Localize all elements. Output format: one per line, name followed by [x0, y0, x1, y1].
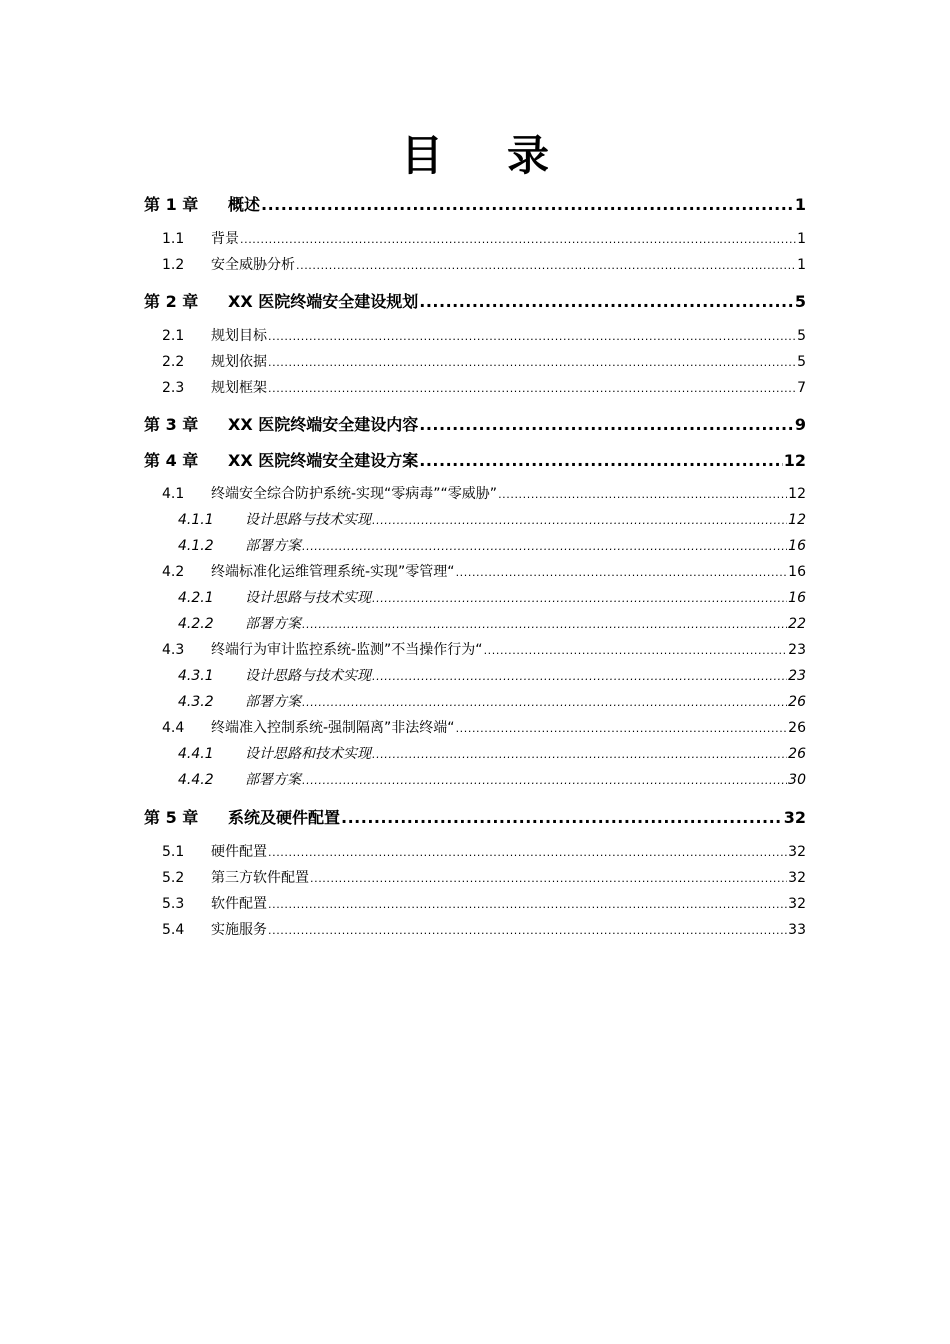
toc-page-number: 23	[788, 668, 806, 684]
toc-entry[interactable]	[178, 691, 806, 711]
toc-dot-leader	[341, 808, 783, 827]
toc-dot-leader	[456, 722, 788, 735]
toc-entry-title[interactable]: 规划框架	[211, 380, 267, 396]
toc-entry-title[interactable]: 设计思路与技术实现	[245, 590, 371, 606]
toc-page-number: 23	[788, 642, 806, 658]
toc-entry[interactable]	[178, 535, 806, 555]
toc-page-number: 12	[788, 512, 806, 528]
toc-entry[interactable]	[144, 412, 806, 435]
toc-entry-title[interactable]: 实施服务	[211, 922, 267, 938]
toc-entry[interactable]	[162, 254, 806, 274]
toc-entry-title[interactable]: 第三方软件配置	[211, 870, 309, 886]
toc-entry[interactable]	[162, 351, 806, 371]
toc-page-number: 12	[788, 486, 806, 502]
toc-page-number: 26	[788, 720, 806, 736]
toc-entry-title[interactable]: 终端安全综合防护系统-实现“零病毒”“零威胁”	[211, 486, 498, 502]
toc-page-number: 26	[788, 746, 806, 762]
toc-entry-title[interactable]: 规划依据	[211, 354, 267, 370]
toc-entry-title[interactable]: 软件配置	[211, 896, 267, 912]
toc-page-number: 32	[788, 896, 806, 912]
toc-entry[interactable]	[162, 639, 806, 659]
toc-dot-leader	[302, 618, 787, 631]
toc-dot-leader	[268, 898, 787, 911]
page-title	[0, 128, 950, 184]
toc-entry-number: 5.3	[162, 896, 185, 912]
toc-page-number: 32	[783, 808, 806, 827]
toc-page-number: 12	[783, 451, 806, 470]
toc-entry[interactable]	[162, 561, 806, 581]
toc-entry[interactable]	[178, 613, 806, 633]
toc-entry-title[interactable]: 终端准入控制系统-强制隔离”非法终端“	[211, 720, 455, 736]
toc-entry-title[interactable]: 部署方案	[245, 694, 301, 710]
title-char-2: 录	[507, 131, 550, 180]
toc-page-number: 33	[788, 922, 806, 938]
toc-entry-number: 4.3.2	[178, 694, 214, 710]
toc-entry[interactable]	[162, 325, 806, 345]
toc-dot-leader	[310, 872, 787, 885]
toc-dot-leader	[484, 644, 788, 657]
toc-entry-number: 第 3 章	[144, 415, 199, 434]
toc-page-number: 7	[797, 380, 806, 396]
toc-entry-number: 4.2	[162, 564, 185, 580]
toc-entry[interactable]	[144, 192, 806, 215]
toc-entry-number: 4.4.1	[178, 746, 214, 762]
toc-entry-title[interactable]: 概述	[228, 195, 261, 214]
toc-entry[interactable]	[162, 919, 806, 939]
toc-entry-number: 4.4.2	[178, 772, 214, 788]
toc-page-number: 32	[788, 844, 806, 860]
toc-entry-title[interactable]: XX 医院终端安全建设规划	[228, 292, 419, 311]
toc-entry-title[interactable]: XX 医院终端安全建设内容	[228, 415, 419, 434]
toc-entry-number: 2.3	[162, 380, 185, 396]
toc-page-number: 16	[788, 538, 806, 554]
toc-entry-number: 1.2	[162, 257, 185, 273]
toc-entry-number: 4.1	[162, 486, 185, 502]
toc-entry-number: 4.3	[162, 642, 185, 658]
toc-page-number: 1	[794, 195, 806, 214]
toc-entry-title[interactable]: 设计思路与技术实现	[245, 512, 371, 528]
toc-entry[interactable]	[178, 769, 806, 789]
toc-entry-title[interactable]: 硬件配置	[211, 844, 267, 860]
toc-entry[interactable]	[162, 717, 806, 737]
toc-entry-title[interactable]: 部署方案	[245, 772, 301, 788]
toc-page-number: 1	[797, 231, 806, 247]
toc-entry-number: 第 2 章	[144, 292, 199, 311]
toc-entry[interactable]	[144, 289, 806, 312]
toc-entry-number: 5.4	[162, 922, 185, 938]
toc-entry[interactable]	[162, 867, 806, 887]
toc-page-number: 32	[788, 870, 806, 886]
toc-entry[interactable]	[178, 665, 806, 685]
toc-entry-number: 2.2	[162, 354, 185, 370]
toc-dot-leader	[372, 670, 787, 683]
toc-entry-number: 第 1 章	[144, 195, 199, 214]
toc-entry[interactable]	[144, 805, 806, 828]
toc-dot-leader	[372, 592, 787, 605]
toc-entry[interactable]	[162, 377, 806, 397]
toc-entry-title[interactable]: 设计思路和技术实现	[245, 746, 371, 762]
toc-page-number: 5	[797, 328, 806, 344]
toc-dot-leader	[302, 540, 787, 553]
toc-dot-leader	[261, 195, 794, 214]
toc-entry-title[interactable]: 安全威胁分析	[211, 257, 295, 273]
toc-entry-number: 4.1.1	[178, 512, 214, 528]
toc-entry-number: 4.2.1	[178, 590, 214, 606]
toc-entry-number: 第 4 章	[144, 451, 199, 470]
toc-entry-number: 1.1	[162, 231, 185, 247]
toc-dot-leader	[302, 774, 787, 787]
toc-entry[interactable]	[162, 893, 806, 913]
toc-dot-leader	[240, 233, 796, 246]
toc-page-number: 5	[797, 354, 806, 370]
toc-dot-leader	[419, 451, 782, 470]
title-char-1: 目	[400, 131, 443, 180]
toc-dot-leader	[372, 514, 787, 527]
toc-page-number: 1	[797, 257, 806, 273]
toc-entry-title[interactable]: XX 医院终端安全建设方案	[228, 451, 419, 470]
toc-entry-title[interactable]: 部署方案	[245, 538, 301, 554]
toc-entry-title[interactable]: 设计思路与技术实现	[245, 668, 371, 684]
toc-entry-number: 4.2.2	[178, 616, 214, 632]
toc-entry-number: 4.4	[162, 720, 185, 736]
toc-entry[interactable]	[162, 483, 806, 503]
toc-entry-number: 4.1.2	[178, 538, 214, 554]
toc-dot-leader	[268, 330, 796, 343]
toc-entry[interactable]	[178, 509, 806, 529]
toc-entry-title[interactable]: 规划目标	[211, 328, 267, 344]
toc-page-number: 16	[788, 590, 806, 606]
toc-entry-title[interactable]: 部署方案	[245, 616, 301, 632]
toc-dot-leader	[419, 415, 794, 434]
toc-entry-number: 4.3.1	[178, 668, 214, 684]
toc-entry[interactable]	[178, 743, 806, 763]
toc-dot-leader	[268, 846, 787, 859]
toc-entry-number: 5.1	[162, 844, 185, 860]
toc-dot-leader	[498, 488, 787, 501]
toc-entry[interactable]	[144, 448, 806, 471]
toc-dot-leader	[302, 696, 787, 709]
toc-entry-number: 5.2	[162, 870, 185, 886]
toc-dot-leader	[419, 292, 794, 311]
toc-entry[interactable]	[178, 587, 806, 607]
toc-dot-leader	[268, 924, 787, 937]
toc-entry-title[interactable]: 系统及硬件配置	[228, 808, 341, 827]
toc-entry-title[interactable]: 终端行为审计监控系统-监测”不当操作行为“	[211, 642, 483, 658]
toc-page-number: 16	[788, 564, 806, 580]
toc-entry[interactable]	[162, 228, 806, 248]
toc-page-number: 30	[788, 772, 806, 788]
toc-page-number: 9	[794, 415, 806, 434]
toc-entry-number: 2.1	[162, 328, 185, 344]
toc-page-number: 5	[794, 292, 806, 311]
toc-dot-leader	[268, 356, 796, 369]
toc-dot-leader	[372, 748, 787, 761]
toc-entry[interactable]	[162, 841, 806, 861]
toc-entry-title[interactable]: 终端标准化运维管理系统-实现”零管理“	[211, 564, 455, 580]
toc-dot-leader	[456, 566, 788, 579]
toc-dot-leader	[268, 382, 796, 395]
toc-dot-leader	[296, 259, 796, 272]
toc-entry-title[interactable]: 背景	[211, 231, 239, 247]
toc-entry-number: 第 5 章	[144, 808, 199, 827]
toc-page-number: 22	[788, 616, 806, 632]
toc-page-number: 26	[788, 694, 806, 710]
